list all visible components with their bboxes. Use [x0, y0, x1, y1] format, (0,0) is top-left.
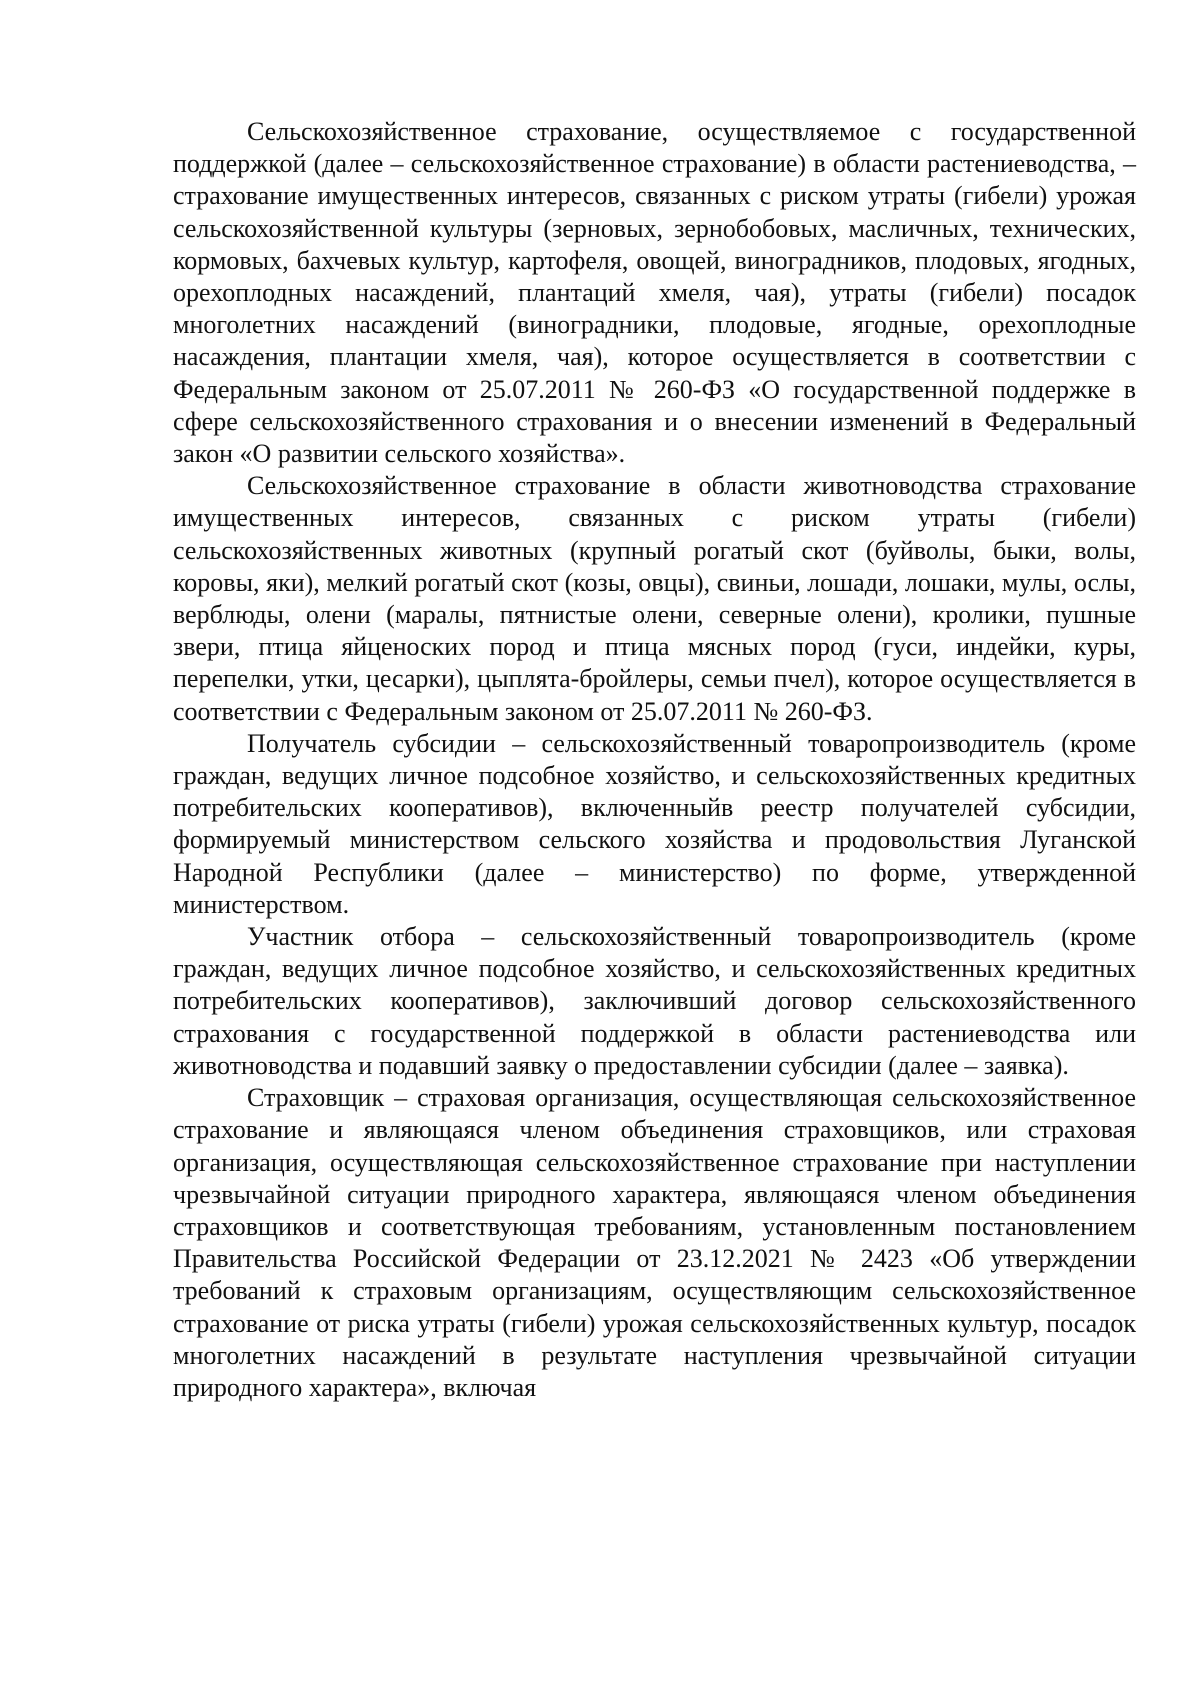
- document-body: [173, 116, 1136, 1404]
- paragraph-selection-participant-definition: Участник отбора – сельскохозяйственный товаропроизводитель (кроме граждан, ведущих личное подсобное хозяйство, и сельскохозяйственных кредитных потребительских кооперативов), заключивший договор сельскохозяйственного страхования с государственной поддержкой в области растениеводства или животноводства и подавший заявку о предоставлении субсидии (далее – заявка).: [173, 922, 1136, 1080]
- paragraph-livestock-insurance-definition: Сельскохозяйственное страхование в области животноводства страхование имущественных интересов, связанных с риском утраты (гибели) сельскохозяйственных животных (крупный рогатый скот (буйволы, быки, волы, коровы, яки), мелкий рогатый скот (козы, овцы), свиньи, лошади, лошаки, мулы, ослы, верблюды, олени (маралы, пятнистые олени, северные олени), кролики, пушные звери, птица яйценоских пород и птица мясных пород (гуси, индейки, куры, перепелки, утки, цесарки), цыплята-бройлеры, семьи пчел), которое осуществляется в соответствии с Федеральным законом от 25.07.2011 № 260-ФЗ.: [173, 471, 1136, 726]
- paragraph-crop-insurance-definition: Сельскохозяйственное страхование, осуществляемое с государственной поддержкой (далее – сельскохозяйственное страхование) в области растениеводства, – страхование имущественных интересов, связанных с риском утраты (гибели) урожая сельскохозяйственной культуры (зерновых, зернобобовых, масличных, технических, кормовых, бахчевых культур, картофеля, овощей, виноградников, плодовых, ягодных, орехоплодных насаждений, плантаций хмеля, чая), утраты (гибели) посадок многолетних насаждений (виноградники, плодовые, ягодные, орехоплодные насаждения, плантации хмеля, чая), которое осуществляется в соответствии с Федеральным законом от 25.07.2011 № 260-ФЗ «О государственной поддержке в сфере сельскохозяйственного страхования и о внесении изменений в Федеральный закон «О развитии сельского хозяйства».: [173, 117, 1136, 469]
- paragraph-subsidy-recipient-definition: Получатель субсидии – сельскохозяйственный товаропроизводитель (кроме граждан, ведущих личное подсобное хозяйство, и сельскохозяйственных кредитных потребительских кооперативов), включенныйв реестр получателей субсидии, формируемый министерством сельского хозяйства и продовольствия Луганской Народной Республики (далее – министерство) по форме, утвержденной министерством.: [173, 728, 1136, 919]
- paragraph-insurer-definition: Страховщик – страховая организация, осуществляющая сельскохозяйственное страхование и являющаяся членом объединения страховщиков, или страховая организация, осуществляющая сельскохозяйственное страхование при наступлении чрезвычайной ситуации природного характера, являющаяся членом объединения страховщиков и соответствующая требованиям, установленным постановлением Правительства Российской Федерации от 23.12.2021 № 2423 «Об утверждении требований к страховым организациям, осуществляющим сельскохозяйственное страхование от риска утраты (гибели) урожая сельскохозяйственных культур, посадок многолетних насаждений в результате наступления чрезвычайной ситуации природного характера», включая: [173, 1083, 1136, 1402]
